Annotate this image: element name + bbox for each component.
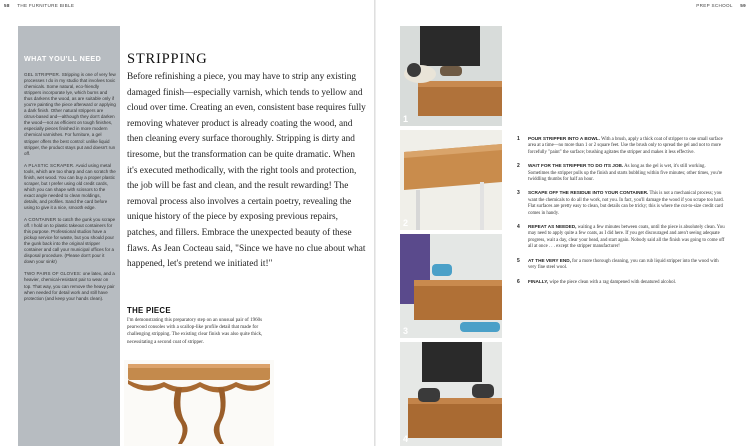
photo-number: 2 xyxy=(403,218,409,228)
step-item: 6 FINALLY, wipe the piece clean with a rag dampened with denatured alcohol. xyxy=(517,278,677,285)
step-photo-image xyxy=(400,234,502,338)
step-photo-image xyxy=(400,342,502,446)
sidebar-item: GEL STRIPPER. Stripping is one of very few processes I do in my studio that involves toxic chemicals. Some natural, eco-friendly strippers incorporate lye, which burns and thus darkens the wood, as are suitable only if you're painting the piece afterward or applying a dark finish. Other natural strippers are citrus-based and—although they don't darken the wood—not as efficient on tough finishes, especially pieces finished in more modern chemical varnishes. For furniture, a gel stripper offers the best control: unlike liquid stripper, the product stays put and doesn't run off. xyxy=(24,72,116,156)
step-photo xyxy=(400,234,502,338)
left-running-head xyxy=(4,3,74,8)
photo-number: 3 xyxy=(403,326,409,336)
steps-list xyxy=(517,136,725,293)
sidebar-item: TWO PAIRS OF GLOVES: one latex, and a heavier, chemical-resistant pair to wear on top. That way, you can remove the heavy pair when needed for detail work and still have protection (and keep your hands clean). xyxy=(24,271,115,301)
step-photo-image xyxy=(400,26,502,126)
step-item: 3 SCRAPE OFF THE RESIDUE INTO YOUR CONTAINER. This is not a mechanical process; you want the chemicals to do all the work, not you. In fact, you'll damage the wood if you scrape too hard. Flat surfaces are pretty easy to clean, but details can be tricky; this is where the cut-to-size credit card comes in handy. xyxy=(517,190,724,216)
sidebar-item: A PLASTIC SCRAPER. Avoid using metal tools, which are too sharp and can scratch the finish, wet wood. You can buy a proper plastic scraper, but I prefer using old credit cards, which you can shape with scissors to the exact angle needed to clean moldings, details, and profiles. Sand the card before using to give it a nice, smooth edge. xyxy=(24,162,116,210)
sidebar-list xyxy=(24,72,116,308)
right-page-number: 59 xyxy=(740,3,746,8)
step-item: 4 REPEAT AS NEEDED, waiting a few minutes between coats, until the piece is absolutely clean. You may need to apply quite a few coats, as I did here. If you get discouraged and aren't seeing adequate progress, wait a day, clear your head, and start again. Nobody said all the finish was going to come off all at once . . . except the stripper manufacturer! xyxy=(517,224,725,250)
piece-description: I'm demonstrating this preparatory step on an unusual pair of 1960s pearwood consoles with a scallop-like profile detail that made for challenging stripping. The existing clear finish was also quite thick, necessitating a second coat of stripper. xyxy=(127,318,263,345)
step-item: 5 AT THE VERY END, for a more thorough cleaning, you can rub liquid stripper into the wood with very fine steel wool. xyxy=(517,257,719,271)
step-photo xyxy=(400,342,502,446)
step-photo xyxy=(400,130,502,230)
left-page-number: 58 xyxy=(4,3,10,8)
photo-number: 4 xyxy=(403,434,409,444)
left-book-title: THE FURNITURE BIBLE xyxy=(17,3,75,8)
step-photo-image xyxy=(400,130,502,230)
right-running-head xyxy=(696,3,746,8)
console-photo xyxy=(124,360,274,446)
step-item: 2 WAIT FOR THE STRIPPER TO DO ITS JOB. As long as the gel is wet, it's still working. Sometimes the stripper pulls up the finish and starts bubbling within five minutes; other times, you're twiddling thumbs for half an hour. xyxy=(517,163,723,183)
piece-heading: THE PIECE xyxy=(127,306,171,315)
photo-number: 1 xyxy=(403,114,409,124)
body-paragraph: Before refinishing a piece, you may have to strip any existing damaged finish—especially varnish, which tends to yellow and cloud over time. Creating an even, consistent base requires fully removing whatever product is already coating the wood, and then cleaning every surface thoroughly. Stripping is dirty and tiresome, but the transformation can be quite dramatic. When it's executed methodically, with the right tools and protection, the job will be fast and clean, and the result rewarding! The removal process also involves a certain poetry, revealing the unique history of the piece by exposing previous repairs, patches, and fillers. Embrace the unexpected beauty of these flaws. As Jean Cocteau said, "Since we have no clue about what happened, let's pretend we initiated it!" xyxy=(127,72,366,270)
step-item: 1 POUR STRIPPER INTO A BOWL. With a brush, apply a thick coat of stripper to one small surface area at a time—no more than 1 or 2 square feet. Use the brush only to spread the gel and not to more forcefully "paint" the surface; brushing agitates the stripper and makes it less effective. xyxy=(517,136,723,155)
sidebar-heading: WHAT YOU'LL NEED xyxy=(24,54,102,63)
step-photo xyxy=(400,26,502,126)
sidebar-item: A CONTAINER to catch the gunk you scrape off. I hold on to plastic takeout containers for this purpose. Professional studios have a pickup service for waste, but you should pour the gunk back into the original stripper container and call your municipal offices for a disposal procedure. (Please don't pour it down your sink!) xyxy=(24,217,116,265)
page-title: STRIPPING xyxy=(127,51,208,67)
page-gutter xyxy=(374,0,376,446)
right-section-title: PREP SCHOOL xyxy=(696,3,733,8)
